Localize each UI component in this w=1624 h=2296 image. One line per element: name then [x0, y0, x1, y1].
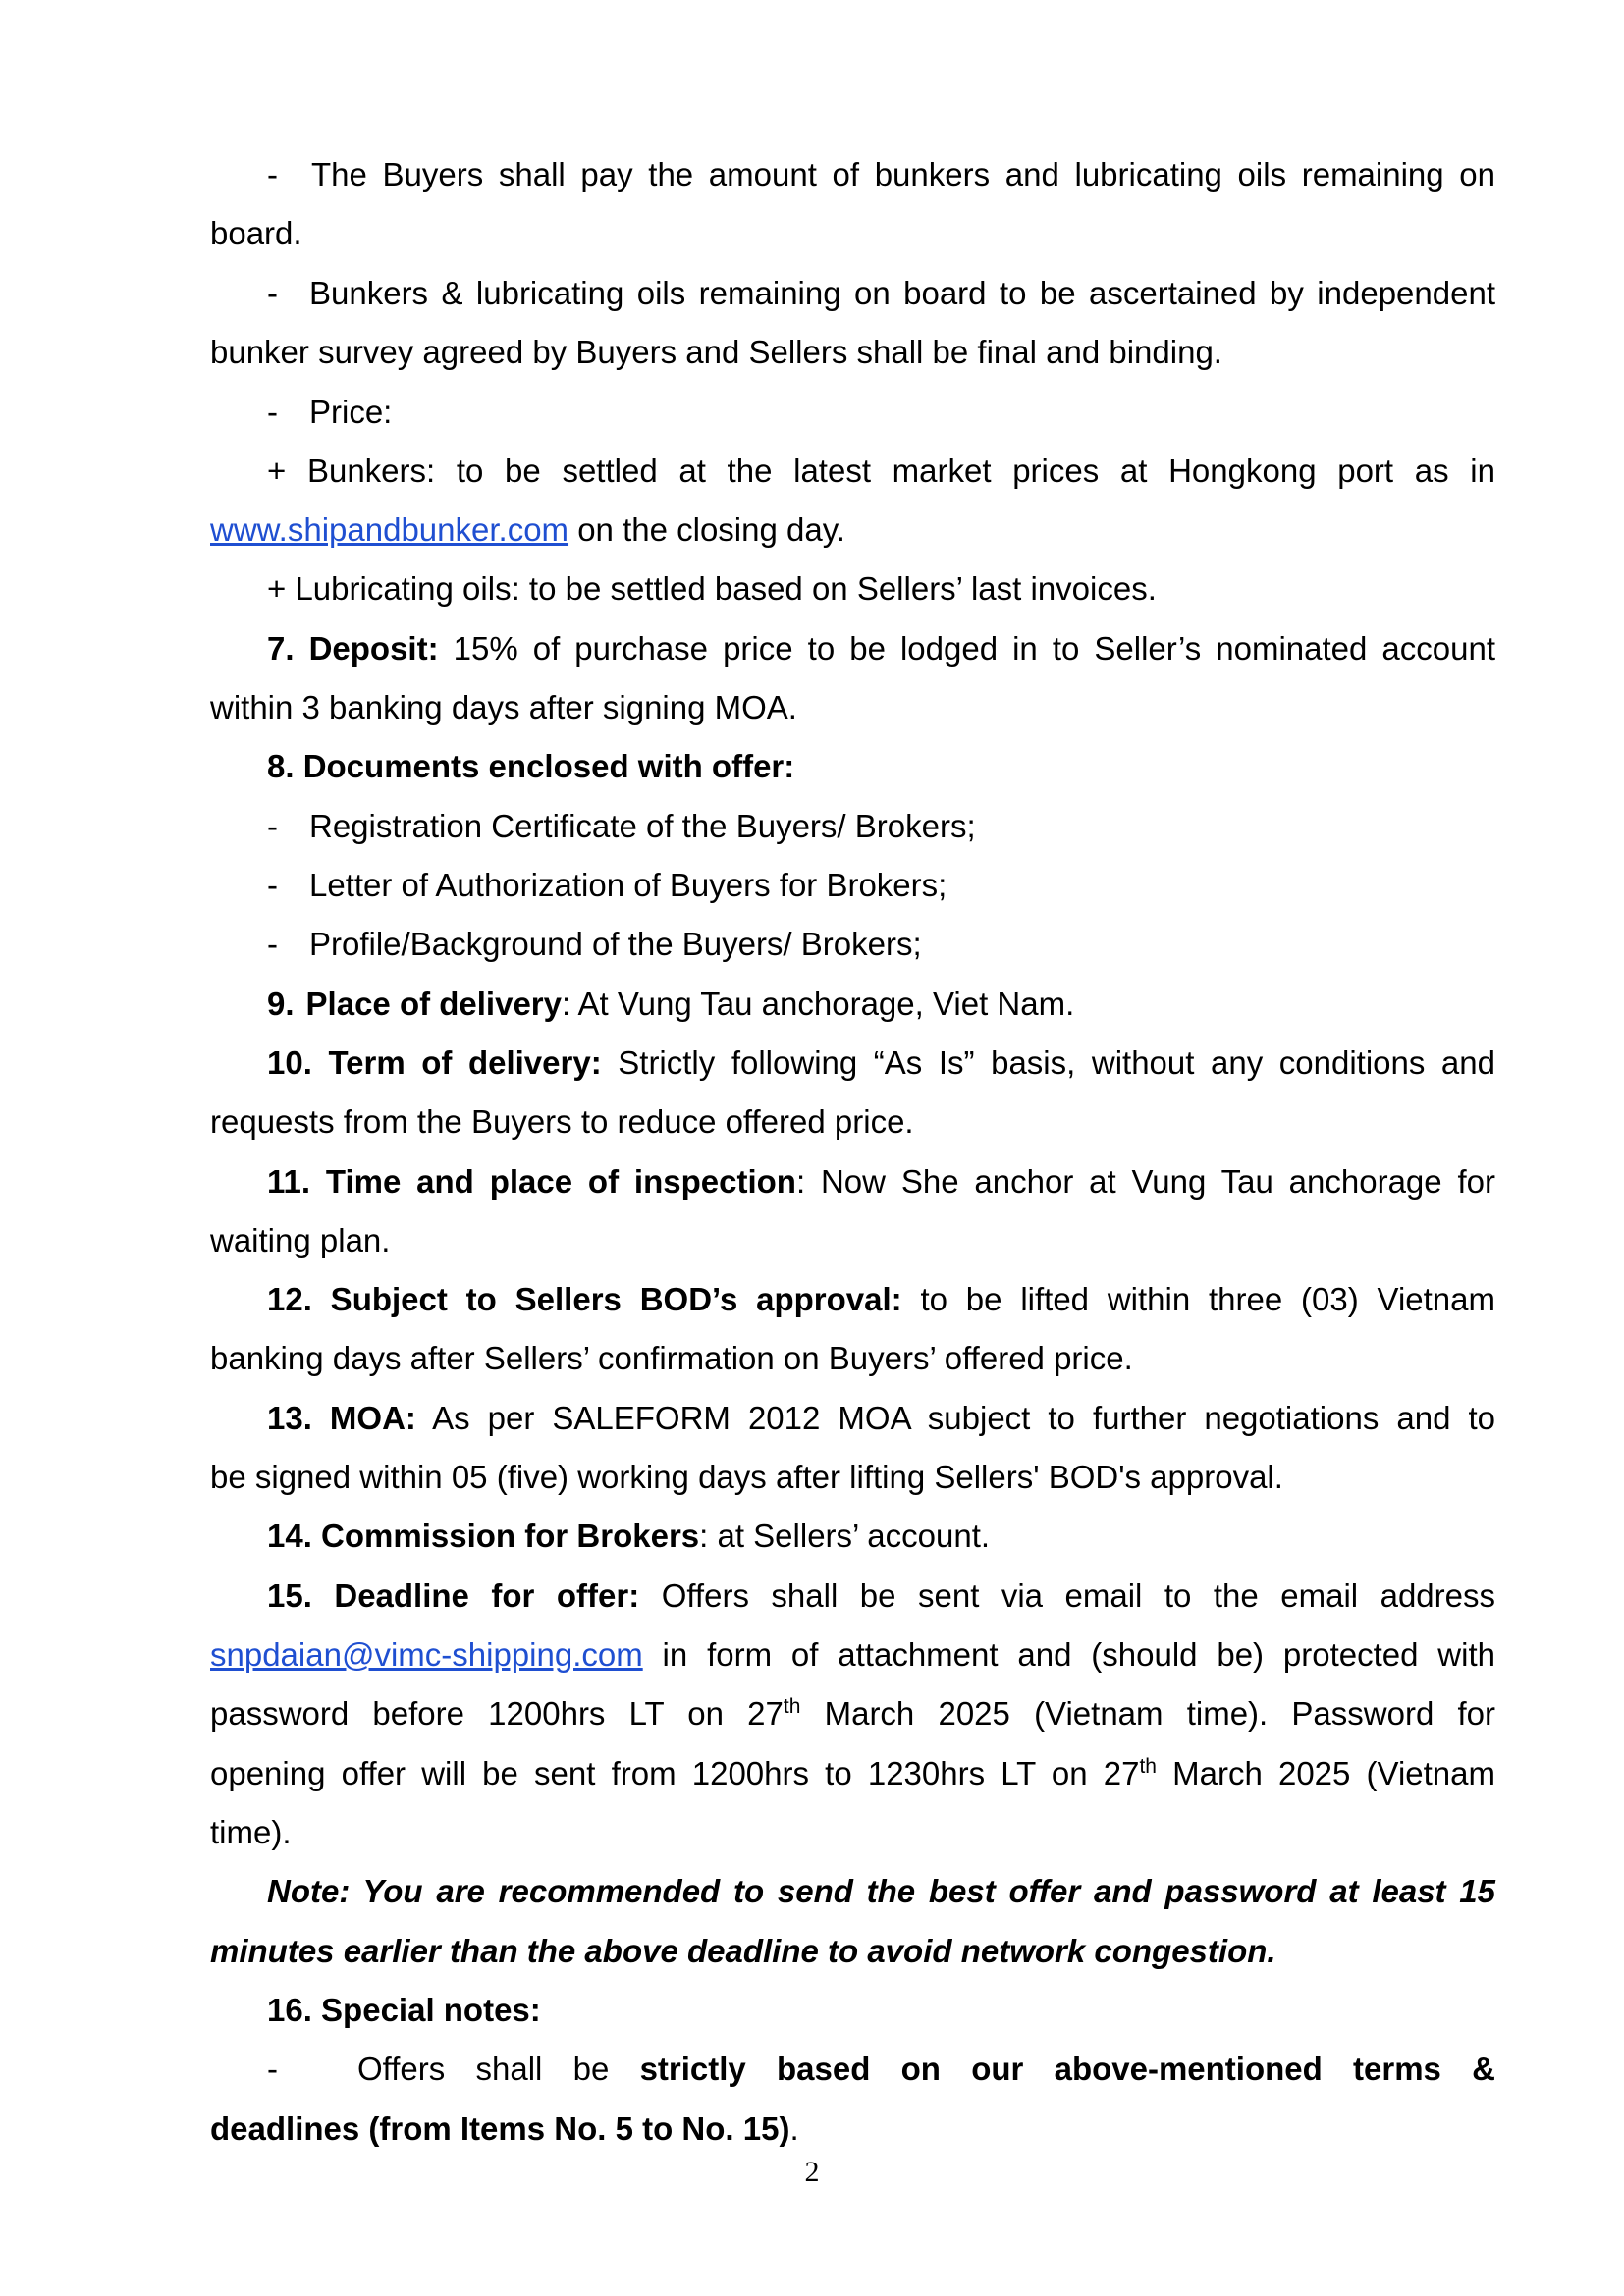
section-9-heading: Place of delivery [305, 986, 563, 1022]
list-item: Letter of Authorization of Buyers for Brokers; [309, 867, 947, 903]
paragraph-line: bunker survey agreed by Buyers and Sellers shall be final and binding. [210, 334, 1222, 370]
section-13-line: 13. MOA: As per SALEFORM 2012 MOA subject to further negotiations and to [267, 1400, 1495, 1436]
section-15-line-3: password before 1200hrs LT on 27th March 2025 (Vietnam time). Password for [210, 1695, 1495, 1732]
section-13-line-2: be signed within 05 (five) working days after lifting Sellers' BOD's approval. [210, 1459, 1283, 1495]
list-item: Registration Certificate of the Buyers/ Brokers; [309, 808, 976, 844]
list-item: Profile/Background of the Buyers/ Brokers; [309, 926, 922, 962]
section-10-line-2: requests from the Buyers to reduce offered price. [210, 1103, 914, 1140]
list-dash: - [267, 394, 278, 430]
list-dash: - [267, 156, 278, 192]
bunkers-line: + Bunkers: to be settled at the latest market prices at Hongkong port as in [267, 453, 1495, 489]
list-dash: - [267, 926, 278, 962]
section-14-heading: 14. Commission for Brokers [267, 1518, 700, 1554]
list-dash: - [267, 867, 278, 903]
paragraph-line: Bunkers & lubricating oils remaining on board to be ascertained by independent [309, 275, 1495, 311]
section-10-heading: 10. Term of delivery: [267, 1044, 602, 1081]
email-link[interactable]: snpdaian@vimc-shipping.com [210, 1636, 643, 1673]
note-line-2: minutes earlier than the above deadline to avoid network congestion. [210, 1933, 1276, 1969]
section-9-line: 9. Place of delivery: At Vung Tau anchorage, Viet Nam. [267, 986, 1075, 1022]
lubricating-oils-line: + Lubricating oils: to be settled based on Sellers’ last invoices. [267, 570, 1157, 607]
section-14-line: 14. Commission for Brokers: at Sellers’ account. [267, 1518, 991, 1554]
section-7-line: 7. Deposit: 15% of purchase price to be lodged in to Seller’s nominated account [267, 630, 1495, 667]
list-dash: - [267, 808, 278, 844]
section-15-line-5: time). [210, 1814, 292, 1850]
section-15-heading: 15. Deadline for offer: [267, 1577, 640, 1614]
note-line: Note: You are recommended to send the best offer and password at least 15 [267, 1873, 1495, 1909]
paragraph-line: board. [210, 215, 302, 251]
bunkers-line-2: www.shipandbunker.com on the closing day. [210, 511, 845, 548]
shipandbunker-link[interactable]: www.shipandbunker.com [210, 511, 569, 548]
section-16-line: Offers shall be strictly based on our above-mentioned terms & [357, 2051, 1495, 2087]
section-7-line-2: within 3 banking days after signing MOA. [210, 689, 797, 725]
section-12-line: 12. Subject to Sellers BOD’s approval: to be lifted within three (03) Vietnam [267, 1281, 1495, 1317]
section-15-line-2: snpdaian@vimc-shipping.com in form of attachment and (should be) protected with [210, 1636, 1495, 1673]
section-16-line-2: deadlines (from Items No. 5 to No. 15). [210, 2110, 799, 2147]
section-10-line: 10. Term of delivery: Strictly following “As Is” basis, without any conditions and [267, 1044, 1495, 1081]
list-dash: - [267, 275, 278, 311]
section-11-heading: 11. Time and place of inspection [267, 1163, 796, 1200]
section-13-heading: 13. MOA: [267, 1400, 416, 1436]
section-11-line: 11. Time and place of inspection: Now She anchor at Vung Tau anchorage for [267, 1163, 1495, 1200]
section-16-heading: 16. Special notes: [267, 1992, 541, 2028]
section-8-heading: 8. Documents enclosed with offer: [267, 748, 795, 784]
paragraph-line: The Buyers shall pay the amount of bunkers and lubricating oils remaining on [311, 156, 1495, 192]
section-12-line-2: banking days after Sellers’ confirmation on Buyers’ offered price. [210, 1340, 1133, 1376]
price-label: Price: [309, 394, 393, 430]
section-11-line-2: waiting plan. [210, 1222, 391, 1258]
section-7-heading: 7. Deposit: [267, 630, 439, 667]
section-12-heading: 12. Subject to Sellers BOD’s approval: [267, 1281, 902, 1317]
list-dash: - [267, 2051, 278, 2087]
page-number: 2 [804, 2156, 820, 2188]
section-15-line-4: opening offer will be sent from 1200hrs to 1230hrs LT on 27th March 2025 (Vietnam [210, 1755, 1495, 1791]
section-15-line: 15. Deadline for offer: Offers shall be sent via email to the email address [267, 1577, 1495, 1614]
